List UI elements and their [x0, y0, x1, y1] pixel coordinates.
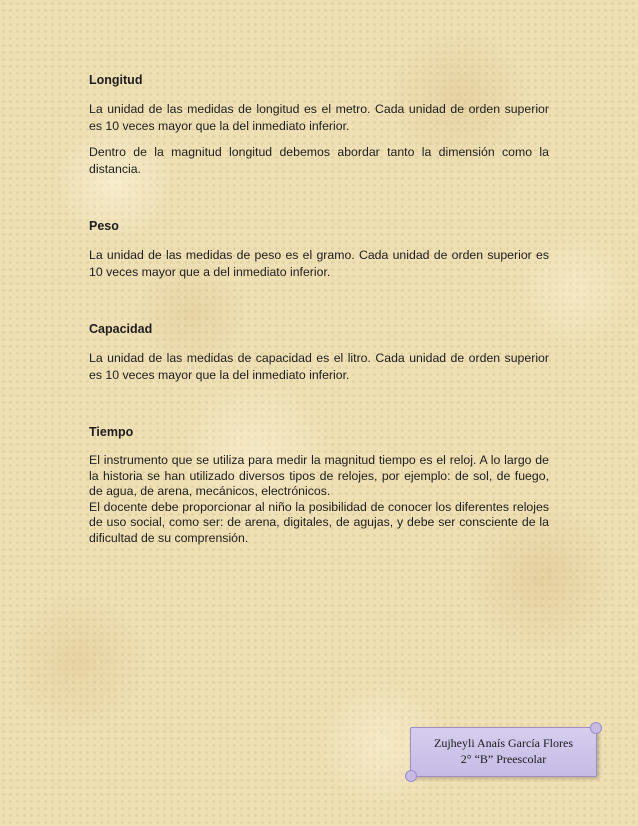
- document-body: [89, 72, 549, 586]
- section-tiempo: [89, 424, 549, 546]
- paragraph: Dentro de la magnitud longitud debemos abordar tanto la dimensión como la distancia.: [89, 145, 549, 176]
- section-peso: [89, 218, 549, 281]
- paragraph: El docente debe proporcionar al niño la posibilidad de conocer los diferentes relojes de uso social, como ser: de arena, digitales, de agujas, y debe ser consciente de la dificultad de su comprensión.: [89, 499, 549, 545]
- paragraph: La unidad de las medidas de longitud es el metro. Cada unidad de orden superior es 10 veces mayor que la del inmediato inferior.: [89, 102, 549, 133]
- author-scroll-box: [410, 727, 597, 777]
- section-heading: Tiempo: [89, 425, 134, 439]
- paragraph: La unidad de las medidas de peso es el gramo. Cada unidad de orden superior es 10 veces mayor que a del inmediato inferior.: [89, 248, 549, 279]
- section-heading: Capacidad: [89, 322, 153, 336]
- section-longitud: [89, 72, 549, 178]
- section-heading: Longitud: [89, 73, 143, 87]
- section-heading: Peso: [89, 219, 119, 233]
- author-name: Zujheyli Anaís García Flores: [434, 736, 573, 750]
- paragraph: El instrumento que se utiliza para medir la magnitud tiempo es el reloj. A lo largo de la historia se han utilizado diversos tipos de relojes, por ejemplo: de sol, de fuego, de agua, de arena, mecánicos, electrónicos.: [89, 453, 549, 498]
- author-group: 2° “B” Preescolar: [460, 752, 547, 766]
- paragraph: La unidad de las medidas de capacidad es el litro. Cada unidad de orden superior es 10 veces mayor que la del inmediato inferior.: [89, 351, 549, 382]
- section-capacidad: [89, 321, 549, 384]
